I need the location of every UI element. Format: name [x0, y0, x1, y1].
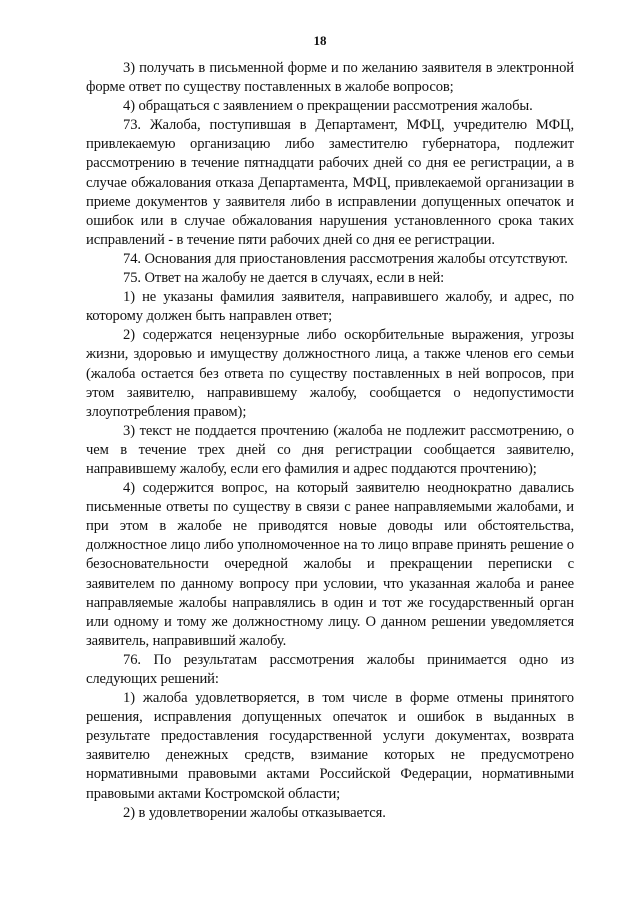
paragraph-75-item-4: 4) содержится вопрос, на который заявителю неоднократно давались письменные ответы по существу в связи с ранее направляемыми жалобами, и при этом в жалобе не приводятся новые доводы или обстоятельства, должностное лицо либо уполномоченное на то лицо вправе принять решение о безосновательности очередной жалобы и прекращении переписки с заявителем по данному вопросу при условии, что указанная жалоба и ранее направляемые жалобы направлялись в один и тот же государственный орган или одному и тому же должностному лицу. О данном решении уведомляется заявитель, направивший жалобу. — [86, 480, 574, 649]
paragraph-item-4-terminate-review: 4) обращаться с заявлением о прекращении рассмотрения жалобы. — [123, 98, 533, 115]
page-number: 18 — [313, 33, 327, 48]
paragraph-74-no-suspension: 74. Основания для приостановления рассмотрения жалобы отсутствуют. — [123, 250, 568, 267]
paragraph-item-3-receive-answer: 3) получать в письменной форме и по желанию заявителя в электронной форме ответ по существу поставленных в жалобе вопросов; — [86, 60, 574, 96]
paragraph-76-item-2: 2) в удовлетворении жалобы отказывается. — [123, 804, 386, 821]
paragraph-75-item-2: 2) содержатся нецензурные либо оскорбительные выражения, угрозы жизни, здоровью и имуществу должностного лица, а также членов его семьи (жалоба остается без ответа по существу поставленных в ней вопросов, при этом заявителю, направившему жалобу, сообщается о недопустимости злоупотребления правом); — [86, 327, 574, 420]
paragraph-76-decisions: 76. По результатам рассмотрения жалобы принимается одно из следующих решений: — [86, 651, 574, 687]
paragraph-75-item-1: 1) не указаны фамилия заявителя, направившего жалобу, и адрес, по которому должен быть направлен ответ; — [86, 289, 574, 325]
paragraph-75-no-answer-cases: 75. Ответ на жалобу не дается в случаях, если в ней: — [123, 270, 445, 287]
document-body — [86, 59, 574, 823]
paragraph-73-review-terms: 73. Жалоба, поступившая в Департамент, МФЦ, учредителю МФЦ, привлекаемую организацию либо заместителю губернатора, подлежит рассмотрению в течение пятнадцати рабочих дней со дня ее регистрации, а в случае обжалования отказа Департамента, МФЦ, привлекаемой организации в приеме документов у заявителя либо в исправлении допущенных опечаток и ошибок или в случае обжалования нарушения установленного срока таких исправлений - в течение пяти рабочих дней со дня ее регистрации. — [86, 117, 574, 248]
paragraph-76-item-1: 1) жалоба удовлетворяется, в том числе в форме отмены принятого решения, исправления допущенных опечаток и ошибок в выданных в результате предоставления государственной услуги документах, возврата заявителю денежных средств, взимание которых не предусмотрено нормативными правовыми актами Российской Федерации, нормативными правовыми актами Костромской области; — [86, 690, 574, 802]
paragraph-75-item-3: 3) текст не поддается прочтению (жалоба не подлежит рассмотрению, о чем в течение трех дней со дня регистрации сообщается заявителю, направившему жалобу, если его фамилия и адрес поддаются прочтению); — [86, 422, 574, 477]
